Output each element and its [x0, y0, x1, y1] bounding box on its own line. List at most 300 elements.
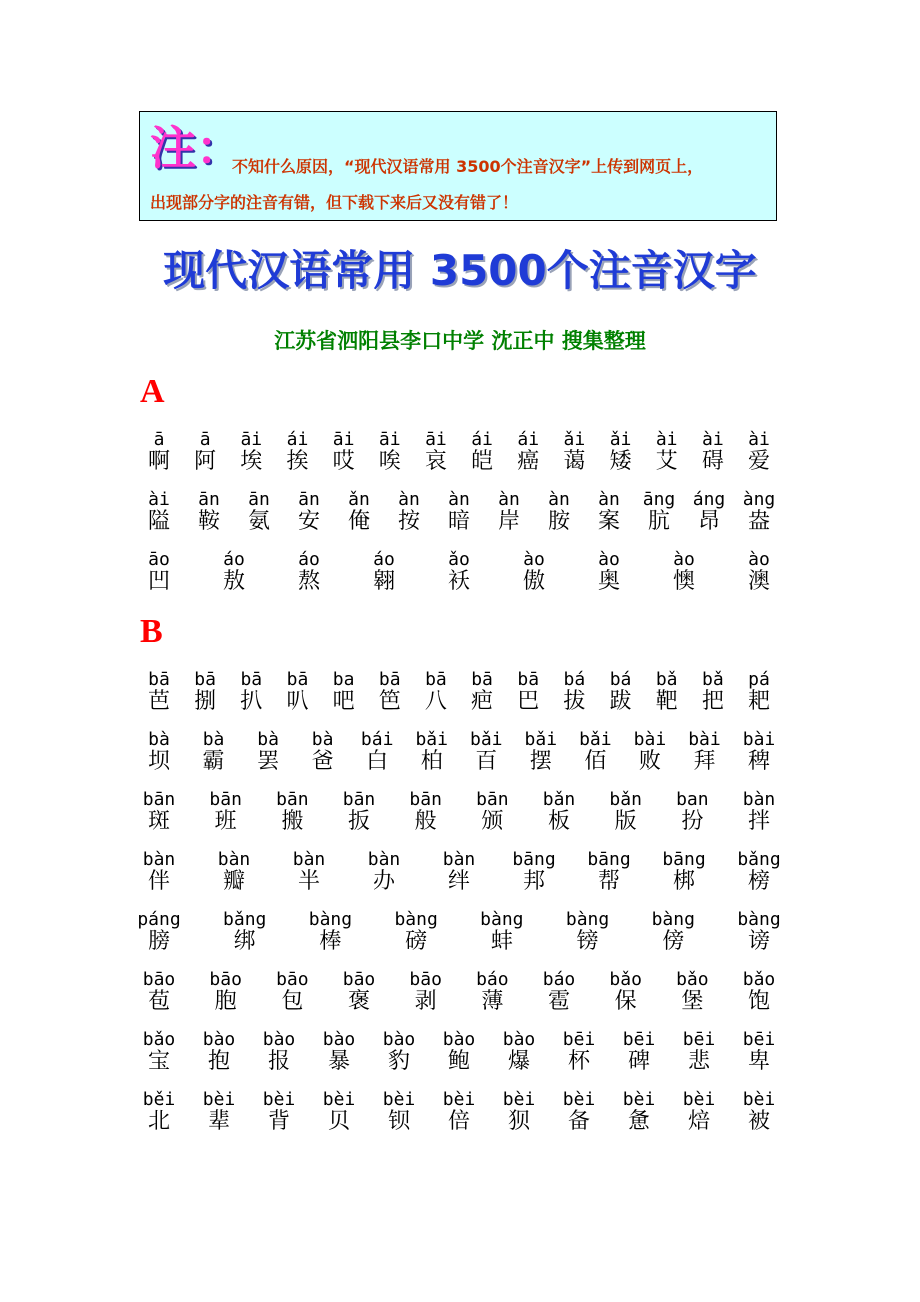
hanzi: 堡 [681, 989, 704, 1014]
pinyin: bàn [142, 849, 176, 870]
char-entry [529, 970, 589, 1014]
hanzi: 氨 [247, 509, 270, 534]
pinyin: ān [248, 489, 270, 510]
char-entry [279, 850, 339, 894]
pinyin: ái [517, 429, 540, 450]
pinyin: áo [298, 549, 320, 570]
hanzi: 暴 [327, 1049, 350, 1074]
hanzi: 膀 [147, 929, 170, 954]
pinyin: áng [692, 489, 726, 510]
pinyin: bàn [442, 849, 476, 870]
hanzi: 摆 [529, 749, 552, 774]
hanzi: 叭 [286, 689, 309, 714]
hanzi: 班 [214, 809, 237, 834]
hanzi: 保 [614, 989, 637, 1014]
hanzi: 斑 [147, 809, 170, 834]
hanzi: 鲍 [447, 1049, 470, 1074]
char-entry [729, 670, 789, 714]
pinyin: báo [476, 969, 509, 990]
section-letter: A [140, 373, 165, 410]
pinyin: āng [642, 489, 676, 510]
pinyin: bàng [480, 909, 524, 930]
hanzi: 稗 [747, 749, 770, 774]
hanzi: 哎 [332, 449, 355, 474]
hanzi: 熬 [297, 569, 320, 594]
char-entry [129, 910, 189, 954]
pinyin: bài [742, 729, 776, 750]
pinyin: āo [148, 549, 170, 570]
pinyin: ban [676, 789, 709, 810]
pinyin: bān [142, 789, 176, 810]
pinyin: bǎi [470, 729, 503, 750]
pinyin: bèi [742, 1089, 776, 1110]
hanzi: 霸 [202, 749, 225, 774]
hanzi: 啊 [147, 449, 170, 474]
char-entry [729, 1030, 789, 1074]
char-entry [129, 970, 189, 1014]
hanzi: 耙 [747, 689, 770, 714]
char-entry [262, 790, 322, 834]
char-entry [729, 790, 789, 834]
pinyin: àng [742, 489, 776, 510]
char-entry [129, 1030, 189, 1074]
hanzi: 苞 [147, 989, 170, 1014]
hanzi: 磅 [405, 929, 428, 954]
pinyin: bā [148, 669, 170, 690]
hanzi: 澳 [747, 569, 770, 594]
hanzi: 镑 [576, 929, 599, 954]
hanzi: 办 [372, 869, 395, 894]
pinyin: āi [332, 429, 355, 450]
char-entry [549, 1030, 609, 1074]
pinyin: bà [202, 729, 225, 750]
pinyin: bān [209, 789, 242, 810]
hanzi: 懊 [672, 569, 695, 594]
hanzi: 棒 [319, 929, 342, 954]
char-entry [309, 1090, 369, 1134]
pinyin: bān [409, 789, 442, 810]
hanzi: 靶 [655, 689, 678, 714]
char-entry [347, 730, 407, 774]
hanzi: 百 [475, 749, 498, 774]
hanzi: 褒 [347, 989, 370, 1014]
char-entry [329, 970, 389, 1014]
hanzi: 谤 [747, 929, 770, 954]
hanzi: 艾 [655, 449, 678, 474]
pinyin: bèi [322, 1089, 356, 1110]
hanzi: 奥 [597, 569, 620, 594]
pinyin: bà [257, 729, 279, 750]
hanzi: 八 [424, 689, 447, 714]
char-entry [729, 430, 789, 474]
pinyin: bào [202, 1029, 236, 1050]
char-entry [129, 1090, 189, 1134]
pinyin: bā [471, 669, 493, 690]
hanzi: 胺 [547, 509, 570, 534]
hanzi: 俺 [347, 509, 370, 534]
hanzi: 唉 [378, 449, 401, 474]
char-entry [609, 1030, 669, 1074]
pinyin: āi [378, 429, 401, 450]
pinyin: bàn [292, 849, 326, 870]
pinyin: bǎ [655, 669, 678, 690]
hanzi: 杯 [567, 1049, 590, 1074]
char-entry [369, 1090, 429, 1134]
pinyin: ái [471, 429, 493, 450]
pinyin: bào [262, 1029, 296, 1050]
pinyin: bái [360, 729, 394, 750]
pinyin: bā [378, 669, 401, 690]
char-entry [429, 550, 489, 594]
pinyin: ǎi [609, 429, 632, 450]
hanzi: 把 [701, 689, 724, 714]
pinyin: bāo [342, 969, 376, 990]
hanzi: 惫 [627, 1109, 650, 1134]
char-row [139, 430, 779, 480]
pinyin: ái [286, 429, 309, 450]
hanzi: 伴 [147, 869, 170, 894]
pinyin: pá [748, 669, 770, 690]
hanzi: 皑 [471, 449, 494, 474]
hanzi: 被 [747, 1109, 770, 1134]
pinyin: àn [598, 489, 620, 510]
char-entry [472, 910, 532, 954]
pinyin: bài [633, 729, 667, 750]
hanzi: 癌 [517, 449, 540, 474]
note-text-line2: 出现部分字的注音有错，但下载下来后又没有错了！ [150, 193, 519, 212]
char-entry [456, 730, 516, 774]
hanzi: 薄 [481, 989, 504, 1014]
pinyin: bān [476, 789, 509, 810]
pinyin: ào [523, 549, 545, 570]
pinyin: bǎo [742, 969, 776, 990]
char-entry [309, 1030, 369, 1074]
pinyin: bèi [262, 1089, 296, 1110]
char-entry [204, 550, 264, 594]
hanzi: 榜 [747, 869, 770, 894]
hanzi: 卑 [747, 1049, 770, 1074]
pinyin: bēi [622, 1029, 656, 1050]
pinyin: āi [425, 429, 447, 450]
pinyin: bǎng [223, 909, 267, 930]
hanzi: 隘 [147, 509, 170, 534]
char-entry [729, 730, 789, 774]
pinyin: bài [688, 729, 721, 750]
hanzi: 豹 [387, 1049, 410, 1074]
pinyin: bà [311, 729, 334, 750]
hanzi: 傍 [662, 929, 685, 954]
hanzi: 扮 [681, 809, 704, 834]
pinyin: bǎng [737, 849, 781, 870]
char-entry [729, 1090, 789, 1134]
hanzi: 坝 [147, 749, 170, 774]
char-row [139, 670, 779, 720]
hanzi: 辈 [207, 1109, 230, 1134]
char-row [139, 490, 779, 540]
char-row [139, 1030, 779, 1080]
char-entry [129, 850, 189, 894]
pinyin: bàn [217, 849, 251, 870]
hanzi: 案 [597, 509, 620, 534]
pinyin: bàng [737, 909, 781, 930]
char-entry [429, 1090, 489, 1134]
hanzi: 帮 [597, 869, 620, 894]
hanzi: 贝 [327, 1109, 350, 1134]
pinyin: bēi [742, 1029, 776, 1050]
hanzi: 剥 [414, 989, 437, 1014]
pinyin: bǎo [676, 969, 709, 990]
hanzi: 昂 [697, 509, 720, 534]
hanzi: 钡 [387, 1109, 410, 1134]
hanzi: 哀 [424, 449, 447, 474]
char-entry [511, 730, 571, 774]
pinyin: ǎn [348, 489, 370, 510]
pinyin: bá [563, 669, 586, 690]
pinyin: ài [702, 429, 724, 450]
hanzi: 板 [547, 809, 570, 834]
pinyin: bāo [276, 969, 309, 990]
char-entry [329, 790, 389, 834]
char-entry [729, 550, 789, 594]
pinyin: bēi [562, 1029, 596, 1050]
pinyin: bèi [442, 1089, 476, 1110]
char-entry [565, 730, 625, 774]
note-text-line1: 不知什么原因，“现代汉语常用 3500个注音汉字”上传到网页上， [232, 157, 704, 176]
pinyin: bāng [587, 849, 631, 870]
hanzi: 蔼 [563, 449, 586, 474]
hanzi: 蚌 [490, 929, 513, 954]
pinyin: bàng [565, 909, 610, 930]
hanzi: 搬 [281, 809, 304, 834]
hanzi: 倍 [447, 1109, 470, 1134]
char-entry [386, 910, 446, 954]
pinyin: bǎi [524, 729, 558, 750]
char-entry [215, 910, 275, 954]
pinyin: bà [148, 729, 170, 750]
hanzi: 雹 [547, 989, 570, 1014]
note-box [139, 111, 777, 221]
char-entry [529, 790, 589, 834]
pinyin: bāo [142, 969, 176, 990]
pinyin: àn [498, 489, 520, 510]
hanzi: 拌 [747, 809, 770, 834]
pinyin: bā [194, 669, 216, 690]
pinyin: běi [142, 1089, 176, 1110]
hanzi: 般 [414, 809, 437, 834]
char-row [139, 550, 779, 600]
hanzi: 悲 [687, 1049, 710, 1074]
hanzi: 爆 [507, 1049, 530, 1074]
pinyin: ā [153, 429, 165, 450]
hanzi: 胞 [214, 989, 237, 1014]
char-row [139, 910, 779, 960]
pinyin: bàng [308, 909, 353, 930]
char-entry [596, 790, 656, 834]
char-entry [429, 850, 489, 894]
char-entry [262, 970, 322, 1014]
char-entry [729, 850, 789, 894]
char-entry [354, 850, 414, 894]
char-entry [662, 970, 722, 1014]
hanzi: 芭 [147, 689, 170, 714]
char-entry [249, 1090, 309, 1134]
pinyin: ǎi [563, 429, 586, 450]
char-entry [654, 550, 714, 594]
hanzi: 瓣 [222, 869, 245, 894]
char-row [139, 790, 779, 840]
pinyin: bāng [662, 849, 706, 870]
hanzi: 背 [267, 1109, 290, 1134]
hanzi: 版 [614, 809, 637, 834]
char-entry [662, 790, 722, 834]
hanzi: 挨 [286, 449, 309, 474]
hanzi: 岸 [497, 509, 520, 534]
hanzi: 宝 [147, 1049, 170, 1074]
hanzi: 扳 [347, 809, 370, 834]
hanzi: 邦 [522, 869, 545, 894]
hanzi: 袄 [447, 569, 470, 594]
hanzi: 白 [366, 749, 389, 774]
char-entry [196, 790, 256, 834]
pinyin: bàng [394, 909, 438, 930]
pinyin: bāo [209, 969, 242, 990]
char-entry [609, 1090, 669, 1134]
hanzi: 凹 [147, 569, 170, 594]
pinyin: ǎo [448, 549, 470, 570]
pinyin: bāng [512, 849, 556, 870]
char-entry [579, 850, 639, 894]
pinyin: bā [286, 669, 309, 690]
char-entry [293, 730, 353, 774]
pinyin: àn [548, 489, 570, 510]
pinyin: bèi [562, 1089, 596, 1110]
section-letter: B [140, 613, 163, 650]
hanzi: 败 [638, 749, 661, 774]
pinyin: bǎi [579, 729, 612, 750]
char-entry [354, 550, 414, 594]
pinyin: bá [609, 669, 632, 690]
hanzi: 暗 [447, 509, 470, 534]
hanzi: 包 [281, 989, 304, 1014]
pinyin: bào [322, 1029, 356, 1050]
pinyin: bǎi [415, 729, 448, 750]
hanzi: 抱 [207, 1049, 230, 1074]
char-entry [396, 970, 456, 1014]
char-entry [729, 910, 789, 954]
pinyin: bǎo [609, 969, 642, 990]
char-entry [504, 550, 564, 594]
page-subtitle: 江苏省泗阳县李口中学 沈正中 搜集整理 [274, 329, 646, 353]
pinyin: ān [298, 489, 320, 510]
pinyin: bǎn [542, 789, 576, 810]
hanzi: 按 [397, 509, 420, 534]
char-row [139, 730, 779, 780]
hanzi: 拔 [563, 689, 586, 714]
pinyin: bèi [682, 1089, 716, 1110]
pinyin: ba [332, 669, 355, 690]
char-row [139, 970, 779, 1020]
pinyin: bào [502, 1029, 536, 1050]
hanzi: 傲 [522, 569, 545, 594]
pinyin: bào [382, 1029, 416, 1050]
char-entry [279, 550, 339, 594]
hanzi: 爱 [747, 449, 770, 474]
pinyin: bào [442, 1029, 476, 1050]
pinyin: bǎn [609, 789, 642, 810]
page-title: 现代汉语常用 3500个注音汉字 [163, 246, 757, 295]
char-entry [462, 970, 522, 1014]
pinyin: bèi [382, 1089, 416, 1110]
pinyin: bā [425, 669, 447, 690]
pinyin: bàn [367, 849, 401, 870]
char-entry [579, 550, 639, 594]
pinyin: àn [448, 489, 470, 510]
hanzi: 绊 [447, 869, 470, 894]
hanzi: 拜 [693, 749, 716, 774]
hanzi: 罢 [257, 749, 280, 774]
char-entry [489, 1090, 549, 1134]
char-entry [129, 730, 189, 774]
pinyin: bān [276, 789, 309, 810]
hanzi: 阿 [194, 449, 217, 474]
hanzi: 笆 [378, 689, 401, 714]
char-entry [729, 970, 789, 1014]
pinyin: áo [223, 549, 245, 570]
hanzi: 吧 [332, 689, 355, 714]
char-entry [369, 1030, 429, 1074]
hanzi: 盎 [747, 509, 770, 534]
pinyin: páng [137, 909, 181, 930]
hanzi: 绑 [233, 929, 256, 954]
hanzi: 备 [567, 1109, 590, 1134]
char-row [139, 1090, 779, 1140]
pinyin: bèi [202, 1089, 236, 1110]
pinyin: bēi [682, 1029, 716, 1050]
char-entry [462, 790, 522, 834]
hanzi: 鞍 [197, 509, 220, 534]
pinyin: ā [199, 429, 211, 450]
char-entry [504, 850, 564, 894]
char-entry [669, 1090, 729, 1134]
hanzi: 佰 [584, 749, 607, 774]
char-row [139, 850, 779, 900]
hanzi: 梆 [672, 869, 695, 894]
pinyin: bāo [409, 969, 442, 990]
char-entry [249, 1030, 309, 1074]
char-entry [669, 1030, 729, 1074]
pinyin: bèi [622, 1089, 656, 1110]
hanzi: 巴 [517, 689, 540, 714]
pinyin: ài [748, 429, 770, 450]
pinyin: ào [673, 549, 695, 570]
hanzi: 翱 [372, 569, 395, 594]
pinyin: bǎo [142, 1029, 176, 1050]
hanzi: 敖 [222, 569, 245, 594]
note-mark: 注： [150, 121, 242, 175]
pinyin: báo [542, 969, 576, 990]
pinyin: àn [398, 489, 420, 510]
pinyin: ài [148, 489, 170, 510]
pinyin: bàn [742, 789, 776, 810]
hanzi: 扒 [240, 689, 263, 714]
hanzi: 捌 [194, 689, 217, 714]
char-entry [238, 730, 298, 774]
char-entry [402, 730, 462, 774]
pinyin: áo [373, 549, 395, 570]
hanzi: 北 [147, 1109, 170, 1134]
char-entry [654, 850, 714, 894]
hanzi: 饱 [747, 989, 770, 1014]
